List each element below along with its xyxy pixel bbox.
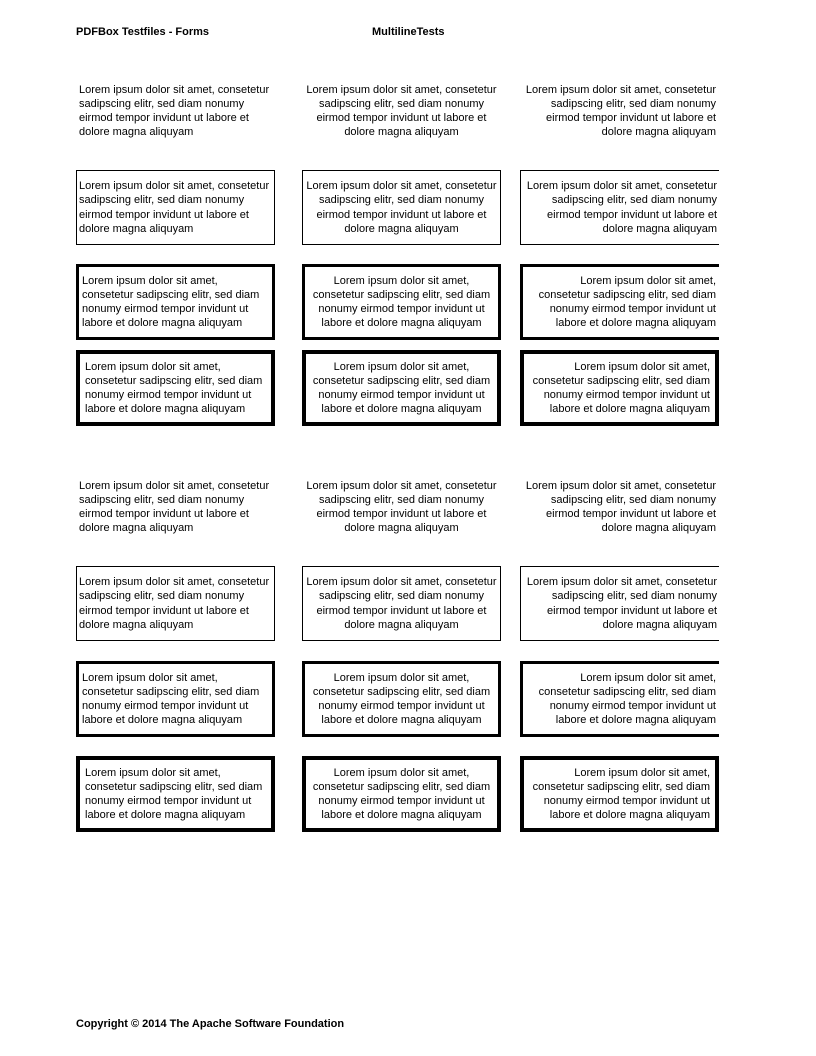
field-text: Lorem ipsum dolor sit amet, consetetur sadipscing elitr, sed diam nonumy eirmod tempor invidunt ut labore et dolore magna aliquyam <box>538 274 716 330</box>
multiline-field-8-2[interactable] <box>302 756 501 832</box>
multiline-field-4-3[interactable] <box>520 350 719 426</box>
multiline-field-2-3[interactable] <box>520 170 719 245</box>
multiline-field-5-3[interactable] <box>520 476 719 538</box>
field-text: Lorem ipsum dolor sit amet, consetetur sadipscing elitr, sed diam nonumy eirmod tempor invidunt ut labore et dolore magna aliquyam <box>82 671 260 727</box>
multiline-field-8-3[interactable] <box>520 756 719 832</box>
multiline-field-6-3[interactable] <box>520 566 719 641</box>
multiline-field-6-1[interactable] <box>76 566 275 641</box>
field-text: Lorem ipsum dolor sit amet, consetetur sadipscing elitr, sed diam nonumy eirmod tempor invidunt ut labore et dolore magna aliquyam <box>79 180 270 235</box>
multiline-field-7-2[interactable] <box>302 661 501 737</box>
field-text: Lorem ipsum dolor sit amet, consetetur sadipscing elitr, sed diam nonumy eirmod tempor invidunt ut labore et dolore magna aliquyam <box>306 479 497 535</box>
multiline-field-2-1[interactable] <box>76 170 275 245</box>
multiline-field-3-1[interactable] <box>76 264 275 340</box>
field-text: Lorem ipsum dolor sit amet, consetetur sadipscing elitr, sed diam nonumy eirmod tempor invidunt ut labore et dolore magna aliquyam <box>79 479 270 535</box>
field-text: Lorem ipsum dolor sit amet, consetetur sadipscing elitr, sed diam nonumy eirmod tempor invidunt ut labore et dolore magna aliquyam <box>85 766 263 822</box>
multiline-field-4-1[interactable] <box>76 350 275 426</box>
header-title: PDFBox Testfiles - Forms <box>76 26 210 38</box>
field-text: Lorem ipsum dolor sit amet, consetetur sadipscing elitr, sed diam nonumy eirmod tempor invidunt ut labore et dolore magna aliquyam <box>538 671 716 727</box>
field-text: Lorem ipsum dolor sit amet, consetetur sadipscing elitr, sed diam nonumy eirmod tempor invidunt ut labore et dolore magna aliquyam <box>312 766 491 822</box>
page-title: MultilineTests <box>372 26 445 38</box>
field-text: Lorem ipsum dolor sit amet, consetetur sadipscing elitr, sed diam nonumy eirmod tempor invidunt ut labore et dolore magna aliquyam <box>85 360 263 416</box>
field-text: Lorem ipsum dolor sit amet, consetetur sadipscing elitr, sed diam nonumy eirmod tempor invidunt ut labore et dolore magna aliquyam <box>525 83 716 139</box>
multiline-field-1-1[interactable] <box>76 80 275 142</box>
copyright-footer: Copyright © 2014 The Apache Software Foundation <box>76 1018 345 1030</box>
field-text: Lorem ipsum dolor sit amet, consetetur sadipscing elitr, sed diam nonumy eirmod tempor invidunt ut labore et dolore magna aliquyam <box>82 274 260 330</box>
field-text: Lorem ipsum dolor sit amet, consetetur sadipscing elitr, sed diam nonumy eirmod tempor invidunt ut labore et dolore magna aliquyam <box>312 360 491 416</box>
field-text: Lorem ipsum dolor sit amet, consetetur sadipscing elitr, sed diam nonumy eirmod tempor invidunt ut labore et dolore magna aliquyam <box>526 180 717 235</box>
multiline-field-7-3[interactable] <box>520 661 719 737</box>
field-text: Lorem ipsum dolor sit amet, consetetur sadipscing elitr, sed diam nonumy eirmod tempor invidunt ut labore et dolore magna aliquyam <box>306 180 497 235</box>
multiline-field-6-2[interactable] <box>302 566 501 641</box>
field-text: Lorem ipsum dolor sit amet, consetetur sadipscing elitr, sed diam nonumy eirmod tempor invidunt ut labore et dolore magna aliquyam <box>306 83 497 139</box>
multiline-field-1-2[interactable] <box>302 80 501 142</box>
multiline-field-7-1[interactable] <box>76 661 275 737</box>
field-text: Lorem ipsum dolor sit amet, consetetur sadipscing elitr, sed diam nonumy eirmod tempor invidunt ut labore et dolore magna aliquyam <box>79 83 270 139</box>
field-text: Lorem ipsum dolor sit amet, consetetur sadipscing elitr, sed diam nonumy eirmod tempor invidunt ut labore et dolore magna aliquyam <box>532 766 710 822</box>
multiline-field-1-3[interactable] <box>520 80 719 142</box>
field-text: Lorem ipsum dolor sit amet, consetetur sadipscing elitr, sed diam nonumy eirmod tempor invidunt ut labore et dolore magna aliquyam <box>312 274 491 330</box>
multiline-field-4-2[interactable] <box>302 350 501 426</box>
multiline-field-3-2[interactable] <box>302 264 501 340</box>
field-text: Lorem ipsum dolor sit amet, consetetur sadipscing elitr, sed diam nonumy eirmod tempor invidunt ut labore et dolore magna aliquyam <box>532 360 710 416</box>
multiline-field-5-2[interactable] <box>302 476 501 538</box>
field-text: Lorem ipsum dolor sit amet, consetetur sadipscing elitr, sed diam nonumy eirmod tempor invidunt ut labore et dolore magna aliquyam <box>526 576 717 631</box>
multiline-field-8-1[interactable] <box>76 756 275 832</box>
field-text: Lorem ipsum dolor sit amet, consetetur sadipscing elitr, sed diam nonumy eirmod tempor invidunt ut labore et dolore magna aliquyam <box>79 576 270 631</box>
field-text: Lorem ipsum dolor sit amet, consetetur sadipscing elitr, sed diam nonumy eirmod tempor invidunt ut labore et dolore magna aliquyam <box>312 671 491 727</box>
multiline-field-2-2[interactable] <box>302 170 501 245</box>
field-text: Lorem ipsum dolor sit amet, consetetur sadipscing elitr, sed diam nonumy eirmod tempor invidunt ut labore et dolore magna aliquyam <box>525 479 716 535</box>
field-text: Lorem ipsum dolor sit amet, consetetur sadipscing elitr, sed diam nonumy eirmod tempor invidunt ut labore et dolore magna aliquyam <box>306 576 497 631</box>
multiline-field-3-3[interactable] <box>520 264 719 340</box>
multiline-field-5-1[interactable] <box>76 476 275 538</box>
